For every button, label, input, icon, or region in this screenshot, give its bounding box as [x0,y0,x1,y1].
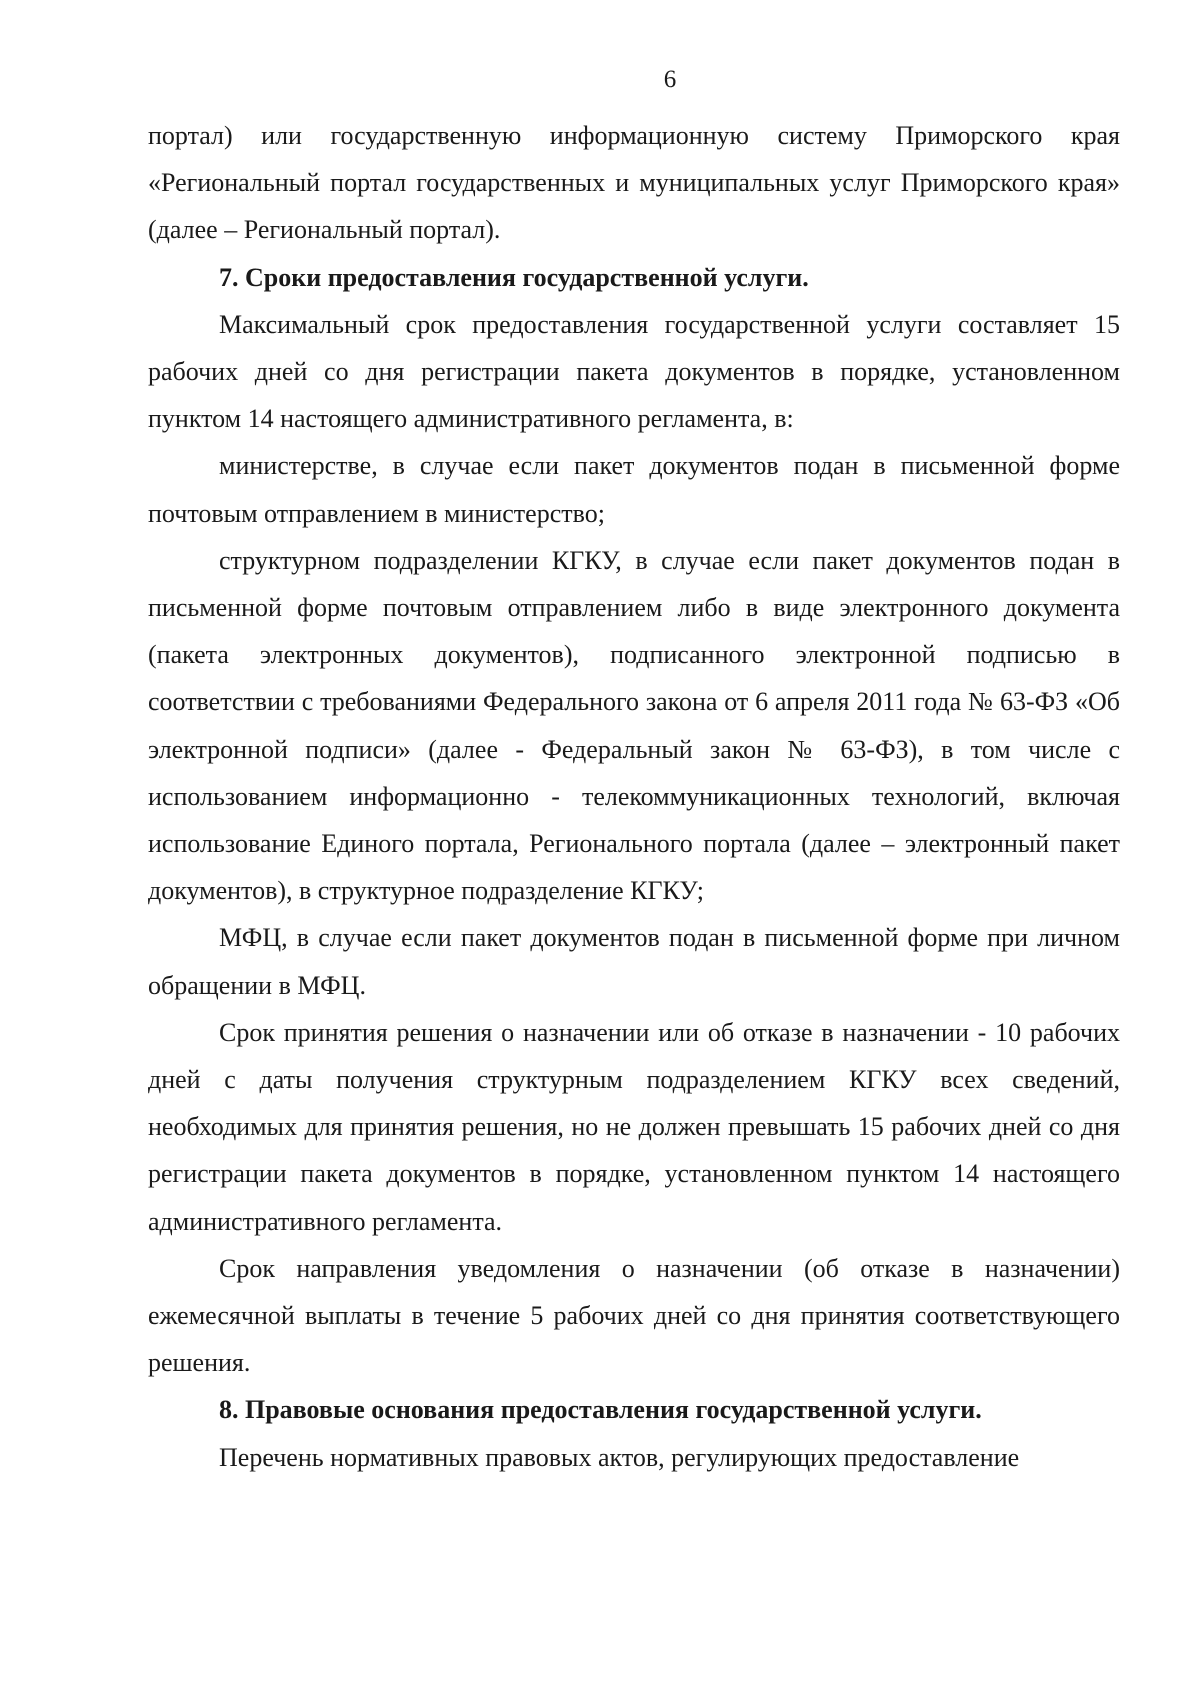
paragraph-mfc: МФЦ, в случае если пакет документов подан в письменной форме при личном обращении в МФЦ. [148,923,1120,1000]
paragraph-max-term: Максимальный срок предоставления государственной услуги составляет 15 рабочих дней со дня регистрации пакета документов в порядке, установленном пунктом 14 настоящего административного регламента, в: [148,309,1120,434]
paragraph-notification-term: Срок направления уведомления о назначении (об отказе в назначении) ежемесячной выплаты в течение 5 рабочих дней со дня принятия соответствующего решения. [148,1253,1120,1378]
paragraph-ministry: министерстве, в случае если пакет документов подан в письменной форме почтовым отправлением в министерство; [148,451,1120,528]
paragraph-legal-acts: Перечень нормативных правовых актов, регулирующих предоставление [219,1442,1020,1472]
section-heading-7: 7. Сроки предоставления государственной услуги. [219,262,809,292]
section-heading-8: 8. Правовые основания предоставления государственной услуги. [219,1395,982,1425]
document-body [148,112,1120,1481]
paragraph-kgku-division: структурном подразделении КГКУ, в случае если пакет документов подан в письменной форме почтовым отправлением либо в виде электронного документа (пакета электронных документов), подписанного электронной подписью в соответствии с требованиями Федерального закона от 6 апреля 2011 года № 63-ФЗ «Об электронной подписи» (далее - Федеральный закон № 63-ФЗ), в том числе с использованием информационно - телекоммуникационных технологий, включая использование Единого портала, Регионального портала (далее – электронный пакет документов), в структурное подразделение КГКУ; [148,545,1120,906]
page-number: 6 [663,66,677,93]
paragraph-portal-continuation: портал) или государственную информационную систему Приморского края «Региональный портал государственных и муниципальных услуг Приморского края» (далее – Региональный портал). [148,121,1120,245]
paragraph-decision-term: Срок принятия решения о назначении или об отказе в назначении - 10 рабочих дней с даты получения структурным подразделением КГКУ всех сведений, необходимых для принятия решения, но не должен превышать 15 рабочих дней со дня регистрации пакета документов в порядке, установленном пунктом 14 настоящего административного регламента. [148,1017,1120,1236]
